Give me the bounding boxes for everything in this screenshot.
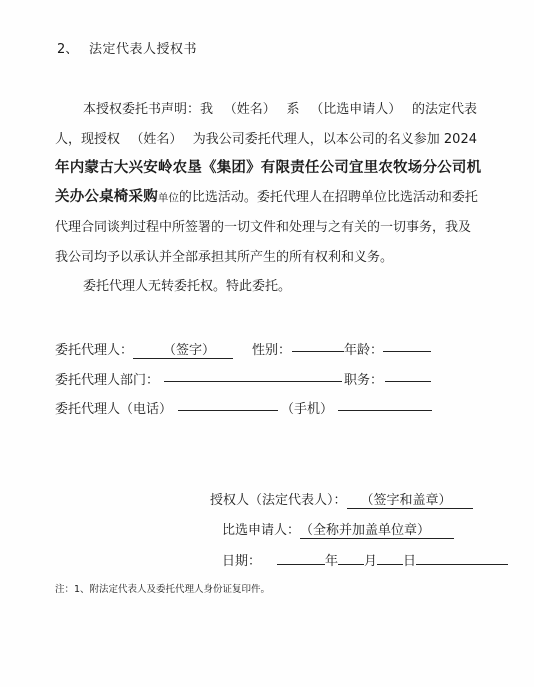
year-field[interactable] [277, 551, 325, 565]
section-number: 2、 [57, 42, 79, 57]
dept-field[interactable] [164, 368, 342, 382]
position-field[interactable] [385, 368, 431, 382]
phone-label: 委托代理人（电话） [55, 402, 173, 417]
date-row [222, 550, 508, 569]
body-line-1-c: 系 [286, 102, 300, 117]
gender-label: 性别： [252, 343, 292, 358]
body-line-4-rest: 的比选活动。委托代理人在招聘单位比选活动和委托 [178, 190, 478, 205]
mobile-label: （手机） [281, 402, 334, 417]
authorizer-hint: （签字和盖章） [360, 493, 452, 508]
month-field[interactable] [338, 551, 364, 565]
page-title: 法定代表人授权书 [89, 42, 198, 57]
body-line-5: 代理合同谈判过程中所签署的一切文件和处理与之有关的一切事务，我及 [55, 220, 472, 235]
age-label: 年龄： [344, 343, 384, 358]
applicant-row [222, 519, 454, 539]
agent-row [55, 339, 233, 359]
date-trailing-line [416, 551, 508, 565]
procurement-name: 关办公桌椅采购 [55, 189, 158, 205]
body-line-6: 我公司均予以承认并全部承担其所产生的所有权利和义务。 [55, 250, 394, 265]
authorizer-signature-field[interactable] [347, 489, 473, 509]
phone-field[interactable] [178, 397, 278, 411]
body-line-7: 委托代理人无转委托权。特此委托。 [83, 279, 292, 294]
body-line-1-e: 的法定代表 [411, 102, 477, 117]
authorizer-row [210, 489, 473, 509]
body-line-4 [55, 185, 478, 206]
body-line-1 [83, 98, 477, 117]
body-line-1-a: 本授权委托书声明：我 [83, 102, 214, 117]
age-field[interactable] [383, 338, 431, 352]
mobile-field[interactable] [338, 397, 432, 411]
applicant-hint: （全称并加盖单位章） [300, 523, 431, 538]
agent-signature-hint: （签字） [163, 343, 216, 358]
day-label: 日 [403, 554, 417, 569]
position-label: 职务： [344, 373, 384, 388]
agent-label: 委托代理人： [55, 343, 134, 358]
body-line-3: 年内蒙古大兴安岭农垦《集团》有限责任公司宜里农牧场分公司机 [55, 160, 482, 176]
body-line-2 [55, 128, 477, 147]
body-line-1-d: （比选申请人） [310, 102, 402, 117]
dept-label: 委托代理人部门： [55, 373, 160, 388]
year-label: 年 [325, 554, 339, 569]
body-line-1-b: （姓名） [223, 102, 276, 117]
body-line-2-a: 人，现授权 [55, 132, 121, 147]
body-line-2-b: （姓名） [130, 132, 183, 147]
day-field[interactable] [377, 551, 403, 565]
agent-signature-field[interactable] [133, 339, 233, 359]
unit-word: 单位 [157, 192, 179, 204]
applicant-label: 比选申请人： [222, 523, 301, 538]
footnote: 注：1、附法定代表人及委托代理人身份证复印件。 [55, 584, 271, 595]
authorizer-label: 授权人（法定代表人）： [210, 493, 347, 508]
gender-field[interactable] [292, 338, 344, 352]
date-label: 日期： [222, 554, 262, 569]
month-label: 月 [364, 554, 378, 569]
applicant-seal-field[interactable] [300, 519, 454, 539]
body-line-2-c: 为我公司委托代理人，以本公司的名义参加 2024 [192, 132, 477, 147]
